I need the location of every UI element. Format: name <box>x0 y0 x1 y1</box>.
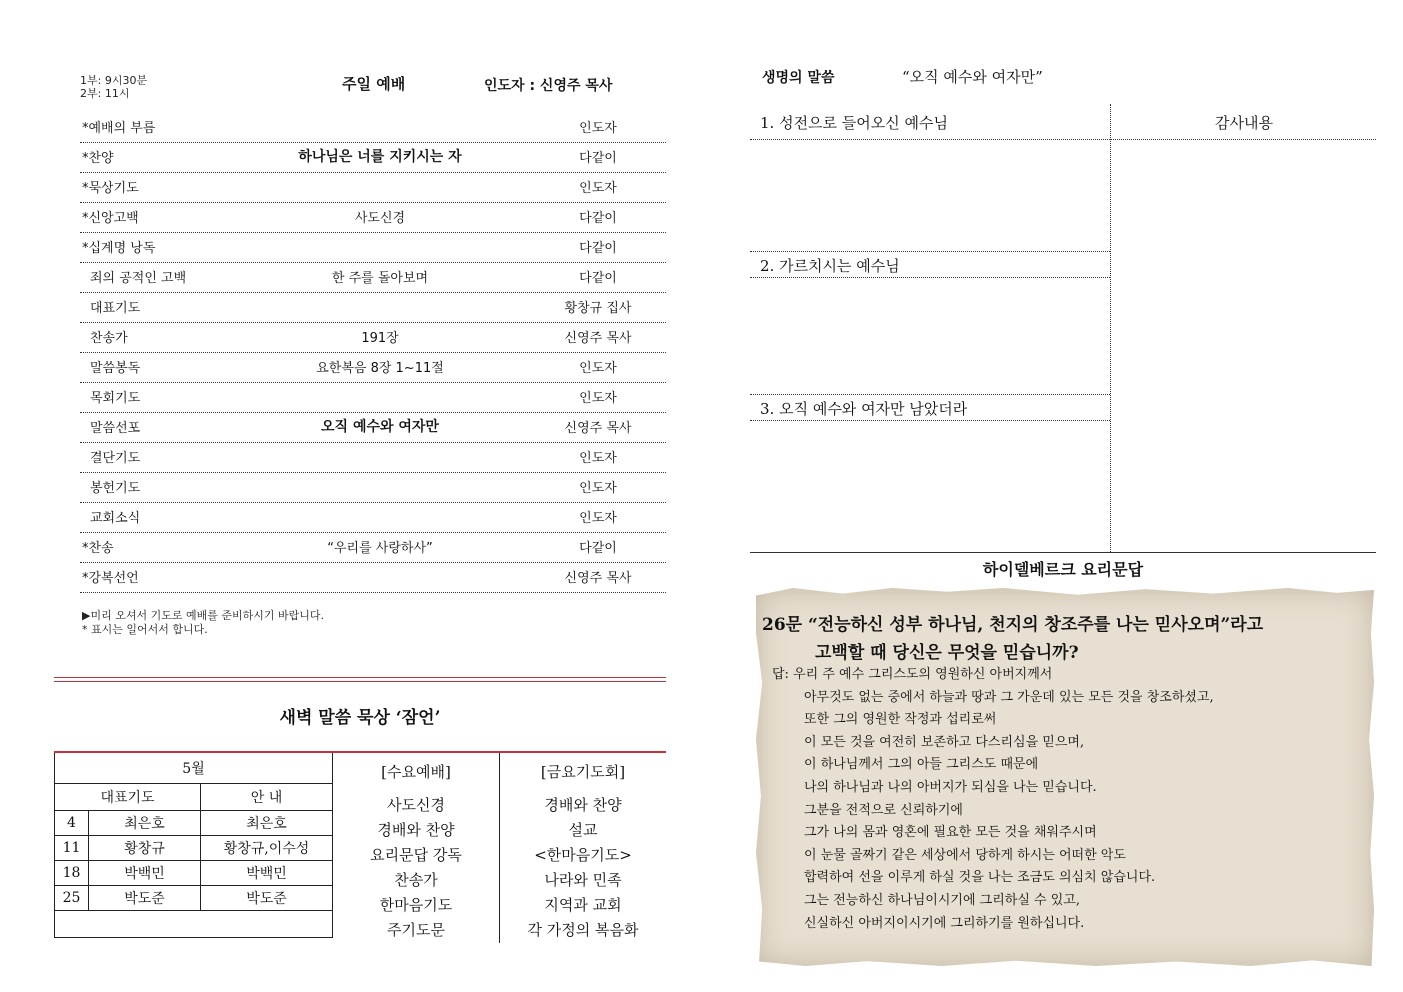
answer-line: 합력하여 선을 이루게 하실 것을 나는 조금도 의심치 않습니다. <box>804 870 1156 886</box>
friday-item: 나라와 민족 <box>544 871 622 889</box>
order-item: 교회소식 <box>90 511 141 526</box>
friday-item: 설교 <box>568 821 598 839</box>
table-row <box>55 836 333 861</box>
order-item: *찬양 <box>82 151 114 166</box>
worship-notes <box>82 609 324 637</box>
worship-order-row <box>80 233 666 263</box>
divider <box>54 681 666 682</box>
answer-line: 그가 나의 몸과 영혼에 필요한 모든 것을 채워주시며 <box>804 825 1097 841</box>
day-cell: 4 <box>55 811 89 836</box>
worship-order-row <box>80 143 666 173</box>
answer-line: 답: 우리 주 예수 그리스도의 영원하신 아버지께서 <box>772 667 1053 682</box>
order-by: 인도자 <box>579 391 617 406</box>
order-by: 다같이 <box>579 241 617 256</box>
guide-cell: 황창규,이수성 <box>201 836 333 861</box>
answer-line: 이 모든 것을 여전히 보존하고 다스리심을 믿으며, <box>804 734 1085 750</box>
worship-order-row <box>80 383 666 413</box>
order-by: 다같이 <box>579 271 617 286</box>
guide-cell: 박도준 <box>201 886 333 911</box>
friday-header: [금요기도회] <box>540 763 626 781</box>
worship-note-2: * 표시는 일어서서 합니다. <box>82 623 208 636</box>
order-by: 신영주 목사 <box>564 421 632 436</box>
catechism-question-cont: 고백할 때 당신은 무엇을 믿습니까? <box>815 643 1079 663</box>
worship-order-row <box>80 293 666 323</box>
order-item: 죄의 공적인 고백 <box>90 271 187 286</box>
order-item: 말씀선포 <box>90 421 141 436</box>
prayer-cell: 황창규 <box>89 836 201 861</box>
wednesday-service <box>333 760 499 943</box>
wednesday-item: 요리문답 강독 <box>370 846 462 864</box>
order-by: 인도자 <box>579 451 617 466</box>
service-time-2: 2부: 11시 <box>80 87 130 100</box>
order-content: 오직 예수와 여자만 <box>321 419 439 435</box>
worship-note-1: ▶미리 오셔서 기도로 예배를 준비하시기 바랍니다. <box>82 609 324 622</box>
guide-cell: 최은호 <box>201 811 333 836</box>
catechism-question: 26문 “전능하신 성부 하나님, 천지의 창조주를 나는 믿사오며”라고 <box>762 615 1264 635</box>
answer-line: 나의 하나님과 나의 아버지가 되심을 나는 믿습니다. <box>804 779 1097 795</box>
order-item: *묵상기도 <box>82 181 139 196</box>
day-cell: 18 <box>55 861 89 886</box>
worship-order-row <box>80 473 666 503</box>
order-item: 봉헌기도 <box>90 481 141 496</box>
catechism-title: 하이델베르크 요리문답 <box>982 560 1144 579</box>
order-item: *강복선언 <box>82 571 139 586</box>
order-content: 하나님은 너를 지키시는 자 <box>298 149 462 165</box>
answer-line: 이 하나님께서 그의 아들 그리스도 때문에 <box>804 757 1039 773</box>
thanks-header: 감사내용 <box>1215 114 1273 132</box>
order-item: *십계명 낭독 <box>82 241 156 256</box>
worship-order-row <box>80 413 666 443</box>
sermon-point-1: 1. 성전으로 들어오신 예수님 <box>760 114 949 132</box>
order-by: 신영주 목사 <box>564 331 632 346</box>
answer-line: 그는 전능하신 하나님이시기에 그리하실 수 있고, <box>804 892 1080 908</box>
order-item: *예배의 부름 <box>82 121 156 136</box>
order-content: 191장 <box>361 331 399 346</box>
order-by: 황창규 집사 <box>564 301 632 316</box>
divider <box>750 277 1110 278</box>
divider <box>750 420 1110 421</box>
wednesday-header: [수요예배] <box>381 763 451 781</box>
friday-item: 지역과 교회 <box>544 896 622 914</box>
worship-order-row <box>80 112 666 143</box>
worship-order-row <box>80 203 666 233</box>
col-guide-header: 안 내 <box>201 784 333 811</box>
order-by: 인도자 <box>579 511 617 526</box>
order-item: *신앙고백 <box>82 211 139 226</box>
month-header: 5월 <box>55 752 333 784</box>
worship-order-row <box>80 563 666 593</box>
answer-line: 이 눈물 골짜기 같은 세상에서 당하게 하시는 어떠한 악도 <box>804 847 1126 863</box>
wednesday-item: 사도신경 <box>387 796 445 814</box>
order-content: 요한복음 8장 1~11절 <box>316 361 444 376</box>
answer-line: 신실하신 아버지이시기에 그리하기를 원하십니다. <box>804 915 1085 931</box>
order-by: 다같이 <box>579 151 617 166</box>
worship-order-row <box>80 173 666 203</box>
order-item: 말씀봉독 <box>90 361 141 376</box>
table-row <box>55 811 333 836</box>
worship-order-row <box>80 263 666 293</box>
friday-item: 경배와 찬양 <box>544 796 622 814</box>
col-prayer-header: 대표기도 <box>55 784 201 811</box>
sermon-point-3: 3. 오직 예수와 여자만 남았더라 <box>760 400 968 418</box>
answer-line: 그분을 전적으로 신뢰하기에 <box>804 802 963 818</box>
worship-title: 주일 예배 <box>342 75 406 93</box>
worship-order-row <box>80 323 666 353</box>
column-divider <box>1110 104 1111 552</box>
wednesday-item: 찬송가 <box>394 871 438 889</box>
order-content: 한 주를 돌아보며 <box>331 271 429 286</box>
prayer-cell: 박도준 <box>89 886 201 911</box>
day-cell: 11 <box>55 836 89 861</box>
order-by: 다같이 <box>579 211 617 226</box>
wednesday-item: 한마음기도 <box>379 896 453 914</box>
worship-order-row <box>80 353 666 383</box>
order-item: 대표기도 <box>90 301 141 316</box>
day-cell: 25 <box>55 886 89 911</box>
divider <box>750 552 1376 553</box>
catechism-answer <box>772 664 1214 935</box>
answer-line: 아무것도 없는 중에서 하늘과 땅과 그 가운데 있는 모든 것을 창조하셨고, <box>804 689 1214 705</box>
sermon-label: 생명의 말씀 <box>762 70 835 86</box>
wednesday-item: 경배와 찬양 <box>377 821 455 839</box>
service-times <box>80 74 147 100</box>
divider <box>750 139 1376 140</box>
divider <box>54 677 666 678</box>
order-item: 목회기도 <box>90 391 141 406</box>
empty-row <box>55 911 333 938</box>
order-item: 결단기도 <box>90 451 141 466</box>
dawn-meditation-title: 새벽 말씀 묵상 ‘잠언’ <box>279 708 441 728</box>
order-by: 인도자 <box>579 361 617 376</box>
may-duty-table <box>54 751 333 938</box>
friday-prayer <box>500 760 666 943</box>
guide-cell: 박백민 <box>201 861 333 886</box>
sermon-point-2: 2. 가르치시는 예수님 <box>760 257 900 275</box>
worship-order-row <box>80 443 666 473</box>
order-by: 신영주 목사 <box>564 571 632 586</box>
divider <box>750 251 1110 252</box>
prayer-cell: 박백민 <box>89 861 201 886</box>
friday-item: <한마음기도> <box>534 846 632 864</box>
order-content: 사도신경 <box>354 211 406 226</box>
order-by: 인도자 <box>579 121 617 136</box>
answer-line: 또한 그의 영원한 작정과 섭리로써 <box>804 712 997 728</box>
friday-item: 각 가정의 복음화 <box>527 921 639 939</box>
table-row <box>55 861 333 886</box>
order-item: *찬송 <box>82 541 114 556</box>
wednesday-item: 주기도문 <box>387 921 445 939</box>
divider <box>750 394 1110 395</box>
order-by: 인도자 <box>579 181 617 196</box>
sermon-title: “오직 예수와 여자만” <box>902 68 1043 86</box>
order-by: 인도자 <box>579 481 617 496</box>
service-time-1: 1부: 9시30분 <box>80 74 148 87</box>
order-content: “우리를 사랑하사” <box>327 541 433 556</box>
worship-order-list <box>80 112 666 593</box>
order-item: 찬송가 <box>90 331 128 346</box>
worship-order-row <box>80 503 666 533</box>
worship-order-row <box>80 533 666 563</box>
table-row <box>55 886 333 911</box>
order-by: 다같이 <box>579 541 617 556</box>
worship-leader: 인도자 : 신영주 목사 <box>484 78 613 94</box>
prayer-cell: 최은호 <box>89 811 201 836</box>
